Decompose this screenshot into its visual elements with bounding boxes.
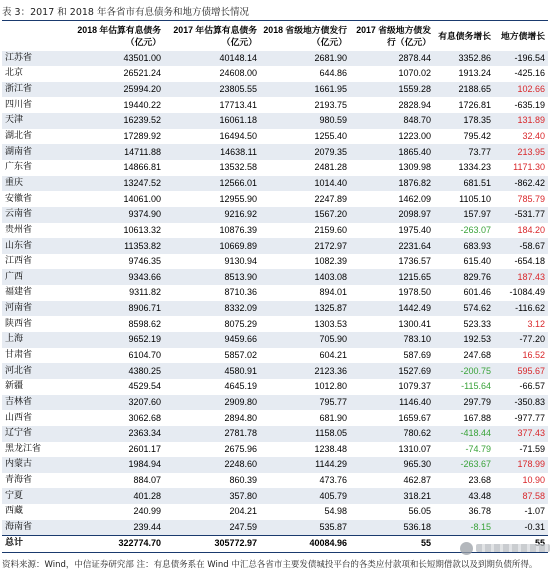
- row-debt-growth: 1726.81: [434, 97, 494, 113]
- row-issue-2017: 587.69: [350, 348, 434, 364]
- header-debt-2017: 2017 年估算有息债务（亿元）: [164, 21, 260, 51]
- table-row: [2, 176, 548, 192]
- row-debt-2017: 204.21: [164, 504, 260, 520]
- row-issue-2018: 1403.08: [260, 269, 350, 285]
- row-debt-2018: 401.28: [62, 488, 164, 504]
- table-row: [2, 316, 548, 332]
- total-issue-2017: 55: [350, 535, 434, 552]
- row-issue-2018: 1325.87: [260, 301, 350, 317]
- row-issue-2017: 1527.69: [350, 363, 434, 379]
- row-province: 山西省: [2, 410, 62, 426]
- table-row: [2, 395, 548, 411]
- table-row: [2, 473, 548, 489]
- row-debt-2018: 8598.62: [62, 316, 164, 332]
- row-issue-2017: 1300.41: [350, 316, 434, 332]
- header-province: [2, 21, 62, 51]
- row-debt-2017: 13532.58: [164, 160, 260, 176]
- row-debt-2017: 23805.55: [164, 82, 260, 98]
- row-issue-2018: 1144.29: [260, 457, 350, 473]
- row-issue-2018: 894.01: [260, 285, 350, 301]
- row-debt-2017: 8075.29: [164, 316, 260, 332]
- row-province: 青海省: [2, 473, 62, 489]
- row-local-growth: -77.20: [494, 332, 548, 348]
- row-debt-2018: 8906.71: [62, 301, 164, 317]
- row-issue-2017: 1736.57: [350, 254, 434, 270]
- row-local-growth: 785.79: [494, 191, 548, 207]
- row-local-growth: 213.95: [494, 144, 548, 160]
- row-local-growth: 3.12: [494, 316, 548, 332]
- row-debt-2018: 3062.68: [62, 410, 164, 426]
- row-debt-growth: -8.15: [434, 520, 494, 536]
- row-issue-2018: 2681.90: [260, 51, 350, 67]
- row-issue-2017: 536.18: [350, 520, 434, 536]
- watermark-logo: [460, 540, 550, 556]
- row-debt-2017: 860.39: [164, 473, 260, 489]
- table-row: [2, 504, 548, 520]
- row-debt-growth: 829.76: [434, 269, 494, 285]
- table-row: [2, 82, 548, 98]
- row-debt-growth: 178.35: [434, 113, 494, 129]
- row-debt-growth: 1913.24: [434, 66, 494, 82]
- table-row: [2, 348, 548, 364]
- row-issue-2017: 462.87: [350, 473, 434, 489]
- table-row: [2, 442, 548, 458]
- row-debt-2018: 4529.54: [62, 379, 164, 395]
- row-issue-2017: 1559.28: [350, 82, 434, 98]
- row-province: 广西: [2, 269, 62, 285]
- row-local-growth: 184.20: [494, 223, 548, 239]
- row-issue-2017: 56.05: [350, 504, 434, 520]
- table-row: [2, 129, 548, 145]
- row-debt-2017: 2675.96: [164, 442, 260, 458]
- row-issue-2017: 1659.67: [350, 410, 434, 426]
- row-debt-2018: 6104.70: [62, 348, 164, 364]
- row-issue-2018: 1661.95: [260, 82, 350, 98]
- header-issue-2017: 2017 省级地方债发行（亿元）: [350, 21, 434, 51]
- total-debt-2017: 305772.97: [164, 535, 260, 552]
- row-debt-2018: 2363.34: [62, 426, 164, 442]
- row-issue-2017: 780.62: [350, 426, 434, 442]
- row-province: 湖北省: [2, 129, 62, 145]
- row-issue-2017: 2098.97: [350, 207, 434, 223]
- row-debt-2017: 24608.00: [164, 66, 260, 82]
- row-issue-2018: 604.21: [260, 348, 350, 364]
- row-local-growth: -654.18: [494, 254, 548, 270]
- row-debt-2018: 1984.94: [62, 457, 164, 473]
- row-debt-2017: 16061.18: [164, 113, 260, 129]
- table-row: [2, 144, 548, 160]
- table-row: [2, 254, 548, 270]
- source-note: 资料来源：Wind，中信证券研究部 注：有息债务系在 Wind 中汇总各省市主要发债城投平台的各类应付款项和长短期借款以及到期负债所得。: [2, 560, 538, 570]
- row-local-growth: 178.99: [494, 457, 548, 473]
- table-row: [2, 66, 548, 82]
- table-row: [2, 285, 548, 301]
- row-issue-2017: 1070.02: [350, 66, 434, 82]
- row-province: 上海: [2, 332, 62, 348]
- row-debt-2017: 9459.66: [164, 332, 260, 348]
- row-debt-2018: 26521.24: [62, 66, 164, 82]
- row-debt-growth: 3352.86: [434, 51, 494, 67]
- row-issue-2017: 1975.40: [350, 223, 434, 239]
- table-caption: 表 3：2017 和 2018 年各省市有息债务和地方债增长情况: [2, 7, 249, 18]
- row-local-growth: 1171.30: [494, 160, 548, 176]
- row-local-growth: -58.67: [494, 238, 548, 254]
- row-province: 浙江省: [2, 82, 62, 98]
- row-province: 江西省: [2, 254, 62, 270]
- row-debt-2018: 19440.22: [62, 97, 164, 113]
- row-debt-2017: 2248.60: [164, 457, 260, 473]
- row-debt-growth: 574.62: [434, 301, 494, 317]
- row-debt-2018: 17289.92: [62, 129, 164, 145]
- debt-table: [2, 20, 548, 553]
- row-debt-growth: 795.42: [434, 129, 494, 145]
- table-row: [2, 269, 548, 285]
- row-province: 广东省: [2, 160, 62, 176]
- row-debt-2018: 9746.35: [62, 254, 164, 270]
- row-issue-2018: 1567.20: [260, 207, 350, 223]
- row-local-growth: -635.19: [494, 97, 548, 113]
- row-issue-2017: 1215.65: [350, 269, 434, 285]
- row-local-growth: -862.42: [494, 176, 548, 192]
- table-row: [2, 301, 548, 317]
- row-debt-2018: 9311.82: [62, 285, 164, 301]
- row-debt-growth: 23.68: [434, 473, 494, 489]
- row-debt-growth: 297.79: [434, 395, 494, 411]
- table-row: [2, 426, 548, 442]
- row-debt-2017: 12955.90: [164, 191, 260, 207]
- row-local-growth: 87.58: [494, 488, 548, 504]
- row-debt-2018: 14866.81: [62, 160, 164, 176]
- row-issue-2017: 1310.07: [350, 442, 434, 458]
- row-debt-growth: -74.79: [434, 442, 494, 458]
- row-debt-2018: 25994.20: [62, 82, 164, 98]
- row-debt-2018: 43501.00: [62, 51, 164, 67]
- row-province: 甘肃省: [2, 348, 62, 364]
- row-issue-2018: 1012.80: [260, 379, 350, 395]
- row-issue-2018: 2193.75: [260, 97, 350, 113]
- table-row: [2, 410, 548, 426]
- row-debt-growth: 2188.65: [434, 82, 494, 98]
- row-debt-growth: -263.07: [434, 223, 494, 239]
- row-debt-2018: 2601.17: [62, 442, 164, 458]
- row-debt-2017: 2894.80: [164, 410, 260, 426]
- table-row: [2, 332, 548, 348]
- row-debt-2018: 10613.32: [62, 223, 164, 239]
- row-issue-2018: 54.98: [260, 504, 350, 520]
- row-province: 北京: [2, 66, 62, 82]
- row-debt-growth: 167.88: [434, 410, 494, 426]
- table-row: [2, 363, 548, 379]
- row-local-growth: 595.67: [494, 363, 548, 379]
- row-province: 山东省: [2, 238, 62, 254]
- row-debt-2017: 2909.80: [164, 395, 260, 411]
- row-debt-growth: 73.77: [434, 144, 494, 160]
- header-issue-2018: 2018 省级地方债发行（亿元）: [260, 21, 350, 51]
- row-issue-2018: 1082.39: [260, 254, 350, 270]
- row-issue-2017: 1978.50: [350, 285, 434, 301]
- row-local-growth: -977.77: [494, 410, 548, 426]
- row-issue-2017: 1865.40: [350, 144, 434, 160]
- row-local-growth: -531.77: [494, 207, 548, 223]
- row-debt-growth: -115.64: [434, 379, 494, 395]
- watermark-text-graphic: [476, 544, 550, 552]
- row-issue-2018: 2172.97: [260, 238, 350, 254]
- row-issue-2018: 405.79: [260, 488, 350, 504]
- row-debt-2018: 14711.88: [62, 144, 164, 160]
- row-issue-2018: 473.76: [260, 473, 350, 489]
- row-local-growth: -1084.49: [494, 285, 548, 301]
- row-debt-growth: 601.46: [434, 285, 494, 301]
- row-debt-2018: 13247.52: [62, 176, 164, 192]
- row-debt-growth: -200.75: [434, 363, 494, 379]
- row-local-growth: 16.52: [494, 348, 548, 364]
- row-issue-2017: 2231.64: [350, 238, 434, 254]
- row-debt-2017: 9130.94: [164, 254, 260, 270]
- row-province: 内蒙古: [2, 457, 62, 473]
- row-local-growth: -196.54: [494, 51, 548, 67]
- row-debt-growth: 1334.23: [434, 160, 494, 176]
- row-debt-2017: 12566.01: [164, 176, 260, 192]
- row-local-growth: 102.66: [494, 82, 548, 98]
- row-debt-2017: 10669.89: [164, 238, 260, 254]
- row-debt-2018: 9652.19: [62, 332, 164, 348]
- row-province: 宁夏: [2, 488, 62, 504]
- table-row: [2, 207, 548, 223]
- row-debt-2017: 247.59: [164, 520, 260, 536]
- row-debt-2017: 17713.41: [164, 97, 260, 113]
- row-issue-2018: 2481.28: [260, 160, 350, 176]
- row-province: 天津: [2, 113, 62, 129]
- row-issue-2017: 1079.37: [350, 379, 434, 395]
- row-issue-2018: 2123.36: [260, 363, 350, 379]
- row-issue-2017: 1442.49: [350, 301, 434, 317]
- header-row: [2, 21, 548, 51]
- row-province: 新疆: [2, 379, 62, 395]
- header-local-growth: 地方债增长: [494, 21, 548, 51]
- row-issue-2018: 1158.05: [260, 426, 350, 442]
- row-issue-2018: 681.90: [260, 410, 350, 426]
- row-province: 重庆: [2, 176, 62, 192]
- row-province: 安徽省: [2, 191, 62, 207]
- row-province: 云南省: [2, 207, 62, 223]
- row-debt-growth: 683.93: [434, 238, 494, 254]
- table-row: [2, 488, 548, 504]
- row-debt-growth: 157.97: [434, 207, 494, 223]
- row-debt-growth: 523.33: [434, 316, 494, 332]
- row-province: 福建省: [2, 285, 62, 301]
- row-issue-2017: 1146.40: [350, 395, 434, 411]
- row-debt-2017: 2781.78: [164, 426, 260, 442]
- row-issue-2018: 2079.35: [260, 144, 350, 160]
- row-issue-2017: 1462.09: [350, 191, 434, 207]
- row-province: 西藏: [2, 504, 62, 520]
- table-row: [2, 113, 548, 129]
- table-row: [2, 238, 548, 254]
- row-local-growth: 10.90: [494, 473, 548, 489]
- row-debt-2017: 14638.11: [164, 144, 260, 160]
- row-debt-growth: 615.40: [434, 254, 494, 270]
- row-debt-growth: -263.67: [434, 457, 494, 473]
- row-issue-2018: 644.86: [260, 66, 350, 82]
- row-debt-2018: 16239.52: [62, 113, 164, 129]
- row-debt-2018: 240.99: [62, 504, 164, 520]
- row-issue-2017: 1223.00: [350, 129, 434, 145]
- header-debt-growth: 有息债务增长: [434, 21, 494, 51]
- total-label: 总计: [2, 535, 62, 552]
- row-issue-2018: 795.77: [260, 395, 350, 411]
- row-local-growth: 32.40: [494, 129, 548, 145]
- row-issue-2017: 1309.98: [350, 160, 434, 176]
- row-local-growth: -66.57: [494, 379, 548, 395]
- row-issue-2018: 1238.48: [260, 442, 350, 458]
- row-debt-2017: 40148.14: [164, 51, 260, 67]
- row-province: 四川省: [2, 97, 62, 113]
- table-row: [2, 379, 548, 395]
- row-debt-2017: 10876.39: [164, 223, 260, 239]
- total-issue-2018: 40084.96: [260, 535, 350, 552]
- row-debt-growth: 681.51: [434, 176, 494, 192]
- row-debt-growth: 43.48: [434, 488, 494, 504]
- row-local-growth: -1.07: [494, 504, 548, 520]
- row-debt-2017: 5857.02: [164, 348, 260, 364]
- row-issue-2018: 1255.40: [260, 129, 350, 145]
- row-issue-2018: 980.59: [260, 113, 350, 129]
- row-local-growth: -71.59: [494, 442, 548, 458]
- row-issue-2018: 535.87: [260, 520, 350, 536]
- table-row: [2, 51, 548, 67]
- row-debt-2017: 4645.19: [164, 379, 260, 395]
- row-debt-growth: 1105.10: [434, 191, 494, 207]
- row-issue-2018: 1014.40: [260, 176, 350, 192]
- row-debt-growth: 36.78: [434, 504, 494, 520]
- table-row: [2, 520, 548, 536]
- wechat-icon: [460, 542, 473, 555]
- table-row: [2, 160, 548, 176]
- row-debt-2017: 4580.91: [164, 363, 260, 379]
- row-debt-2017: 8332.09: [164, 301, 260, 317]
- header-debt-2018: 2018 年估算有息债务（亿元）: [62, 21, 164, 51]
- row-local-growth: 377.43: [494, 426, 548, 442]
- row-debt-2018: 884.07: [62, 473, 164, 489]
- row-debt-growth: 247.68: [434, 348, 494, 364]
- row-issue-2017: 1876.82: [350, 176, 434, 192]
- row-province: 湖南省: [2, 144, 62, 160]
- row-debt-2018: 14061.00: [62, 191, 164, 207]
- row-issue-2018: 2159.60: [260, 223, 350, 239]
- row-debt-2018: 11353.82: [62, 238, 164, 254]
- row-debt-2018: 239.44: [62, 520, 164, 536]
- row-debt-2017: 9216.92: [164, 207, 260, 223]
- row-debt-2018: 4380.25: [62, 363, 164, 379]
- row-debt-2017: 357.80: [164, 488, 260, 504]
- row-debt-2018: 9343.66: [62, 269, 164, 285]
- row-province: 河南省: [2, 301, 62, 317]
- total-debt-2018: 322774.70: [62, 535, 164, 552]
- row-issue-2017: 965.30: [350, 457, 434, 473]
- row-issue-2018: 2247.89: [260, 191, 350, 207]
- row-province: 黑龙江省: [2, 442, 62, 458]
- table-row: [2, 97, 548, 113]
- row-issue-2017: 2878.44: [350, 51, 434, 67]
- row-province: 吉林省: [2, 395, 62, 411]
- row-local-growth: -425.16: [494, 66, 548, 82]
- row-province: 辽宁省: [2, 426, 62, 442]
- row-issue-2018: 705.90: [260, 332, 350, 348]
- row-local-growth: -116.62: [494, 301, 548, 317]
- row-debt-growth: 192.53: [434, 332, 494, 348]
- row-issue-2017: 2828.94: [350, 97, 434, 113]
- row-debt-2017: 16494.50: [164, 129, 260, 145]
- table-row: [2, 457, 548, 473]
- row-province: 海南省: [2, 520, 62, 536]
- table-row: [2, 191, 548, 207]
- row-debt-2018: 3207.60: [62, 395, 164, 411]
- row-issue-2018: 1303.53: [260, 316, 350, 332]
- row-debt-2018: 9374.90: [62, 207, 164, 223]
- row-issue-2017: 783.10: [350, 332, 434, 348]
- table-row: [2, 223, 548, 239]
- row-province: 陕西省: [2, 316, 62, 332]
- row-local-growth: 131.89: [494, 113, 548, 129]
- row-debt-2017: 8513.90: [164, 269, 260, 285]
- row-local-growth: -0.31: [494, 520, 548, 536]
- row-issue-2017: 848.70: [350, 113, 434, 129]
- row-local-growth: 187.43: [494, 269, 548, 285]
- row-debt-2017: 8710.36: [164, 285, 260, 301]
- row-province: 河北省: [2, 363, 62, 379]
- row-province: 贵州省: [2, 223, 62, 239]
- row-local-growth: -350.83: [494, 395, 548, 411]
- row-debt-growth: -418.44: [434, 426, 494, 442]
- row-province: 江苏省: [2, 51, 62, 67]
- row-issue-2017: 318.21: [350, 488, 434, 504]
